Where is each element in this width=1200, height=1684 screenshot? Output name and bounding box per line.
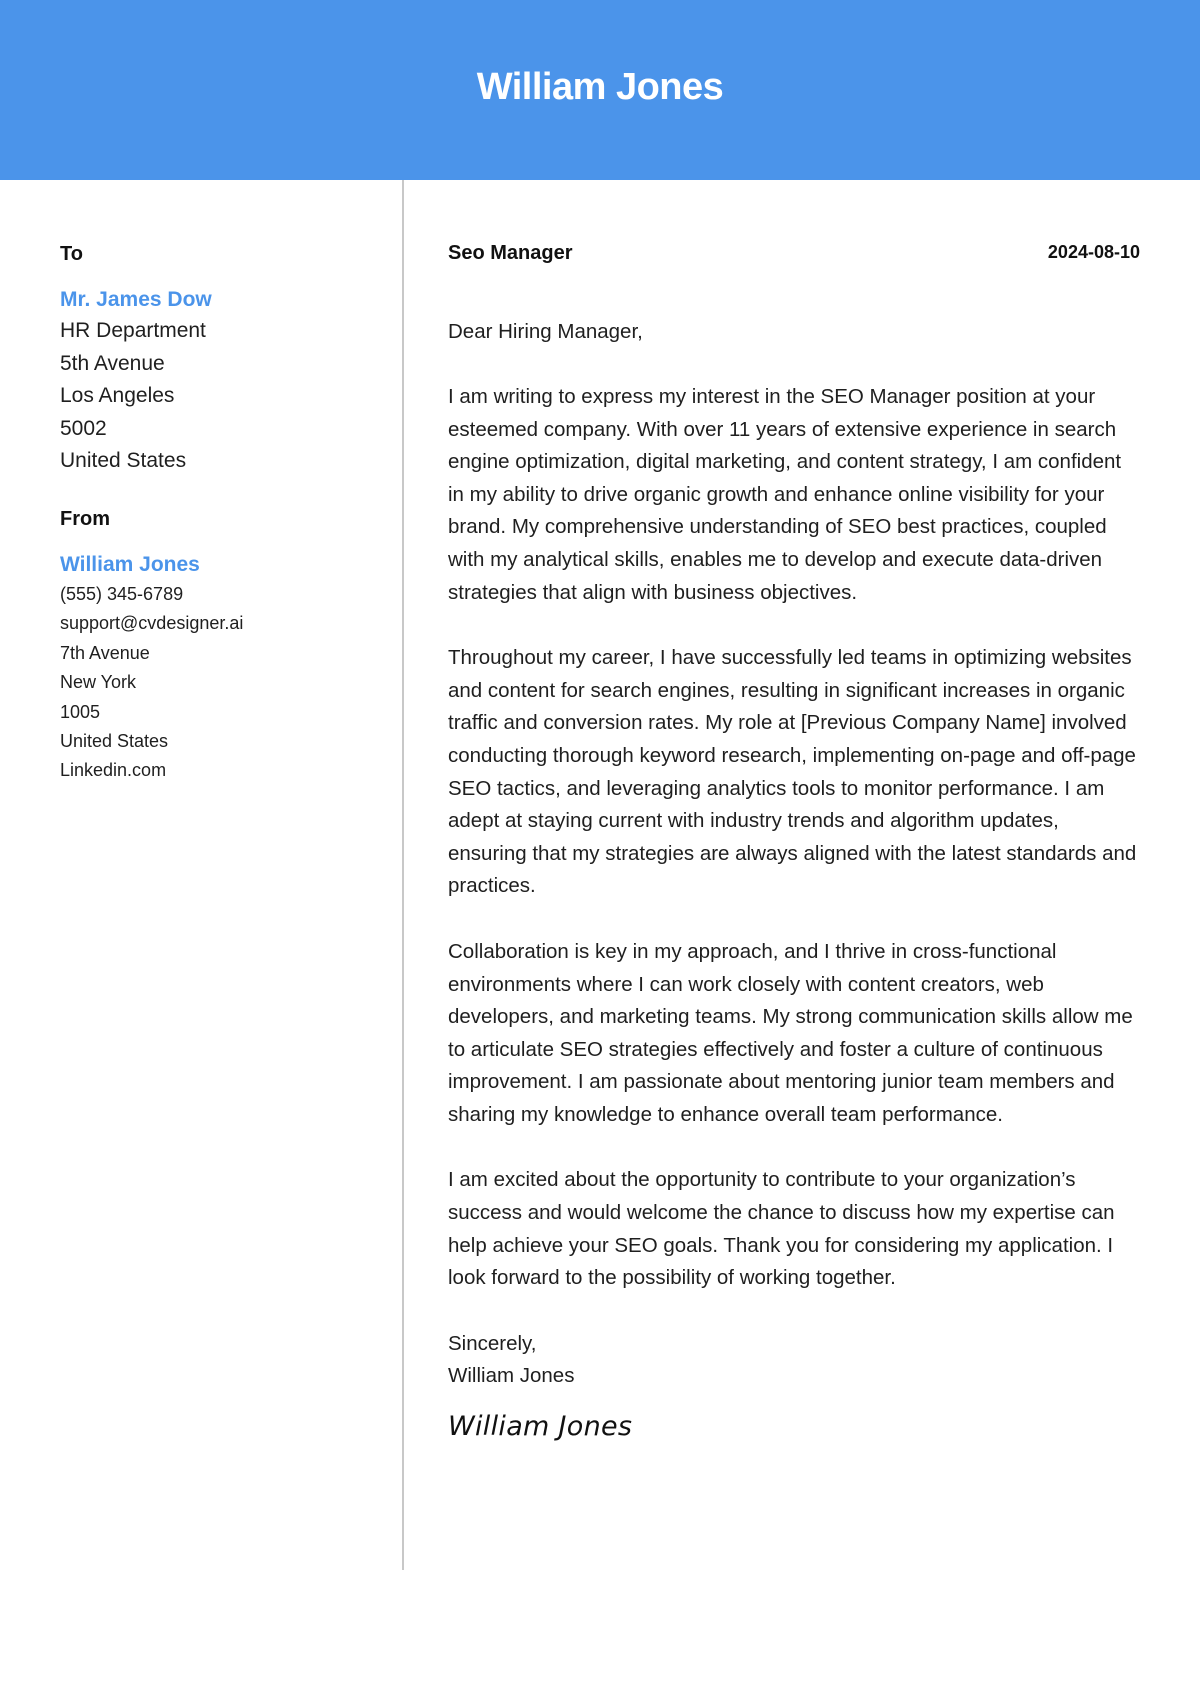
sender-linkedin: Linkedin.com [60, 760, 167, 781]
to-label: To [60, 243, 83, 265]
paragraph-3: Collaboration is key in my approach, and I thrive in cross-functional environments where I can work closely with content creators, web developers, and marketing teams. My strong communication skills allow me to articulate SEO strategies effectively and foster a culture of continuous improvement. I am passionate about mentoring junior team members and sharing my knowledge to enhance overall team performance. [448, 939, 1133, 1126]
letter-date: 2024-08-10 [1047, 242, 1140, 262]
sender-phone: (555) 345-6789 [60, 583, 184, 604]
recipient-country: United States [60, 449, 187, 473]
recipient-department: HR Department [60, 319, 206, 342]
recipient-name: Mr. James Dow [60, 288, 212, 311]
sender-email: support@cvdesigner.ai [60, 613, 244, 634]
sender-country: United States [60, 731, 169, 751]
sender-name: William Jones [60, 552, 200, 576]
letter-column [448, 240, 1140, 1443]
paragraph-2: Throughout my career, I have successfully led teams in optimizing websites and content for search engines, resulting in significant increases in organic traffic and conversion rates. My role at [Previous Company Name] involved conducting thorough keyword research, implementing on-page and off-page SEO tactics, and leveraging analytics tools to monitor performance. I am adept at staying current with industry trends and algorithm updates, ensuring that my strategies are always aligned with the latest standards and practices. [448, 646, 1137, 898]
closing: Sincerely, [448, 1331, 537, 1355]
from-label: From [60, 507, 110, 530]
sender-street: 7th Avenue [60, 642, 150, 663]
applicant-name: William Jones [476, 66, 724, 108]
greeting: Dear Hiring Manager, [448, 320, 643, 343]
paragraph-1: I am writing to express my interest in the SEO Manager position at your esteemed company. With over 11 years of extensive experience in search engine optimization, digital marketing, and content strategy, I am confident in my ability to drive organic growth and enhance online visibility for your brand. My comprehensive understanding of SEO best practices, coupled with my analytical skills, enables me to develop and execute data-driven strategies that align with business objectives. [448, 385, 1122, 604]
letter-body [448, 381, 1140, 1444]
letter-meta [448, 240, 1140, 272]
address-column [60, 240, 380, 786]
recipient-city: Los Angeles [60, 384, 175, 408]
closing-name: William Jones [448, 1364, 575, 1388]
paragraph-4: I am excited about the opportunity to contribute to your organization’s success and would welcome the chance to discuss how my expertise can help achieve your SEO goals. Thank you for considering my application. I look forward to the possibility of working together. [448, 1168, 1115, 1290]
job-title: Seo Manager [448, 242, 573, 264]
sender-postcode: 1005 [60, 701, 101, 722]
signature: William Jones [448, 1411, 633, 1443]
column-divider [402, 180, 404, 1570]
header-banner [0, 0, 1200, 180]
recipient-street: 5th Avenue [60, 351, 165, 375]
sender-city: New York [60, 672, 137, 693]
recipient-postcode: 5002 [60, 416, 107, 440]
